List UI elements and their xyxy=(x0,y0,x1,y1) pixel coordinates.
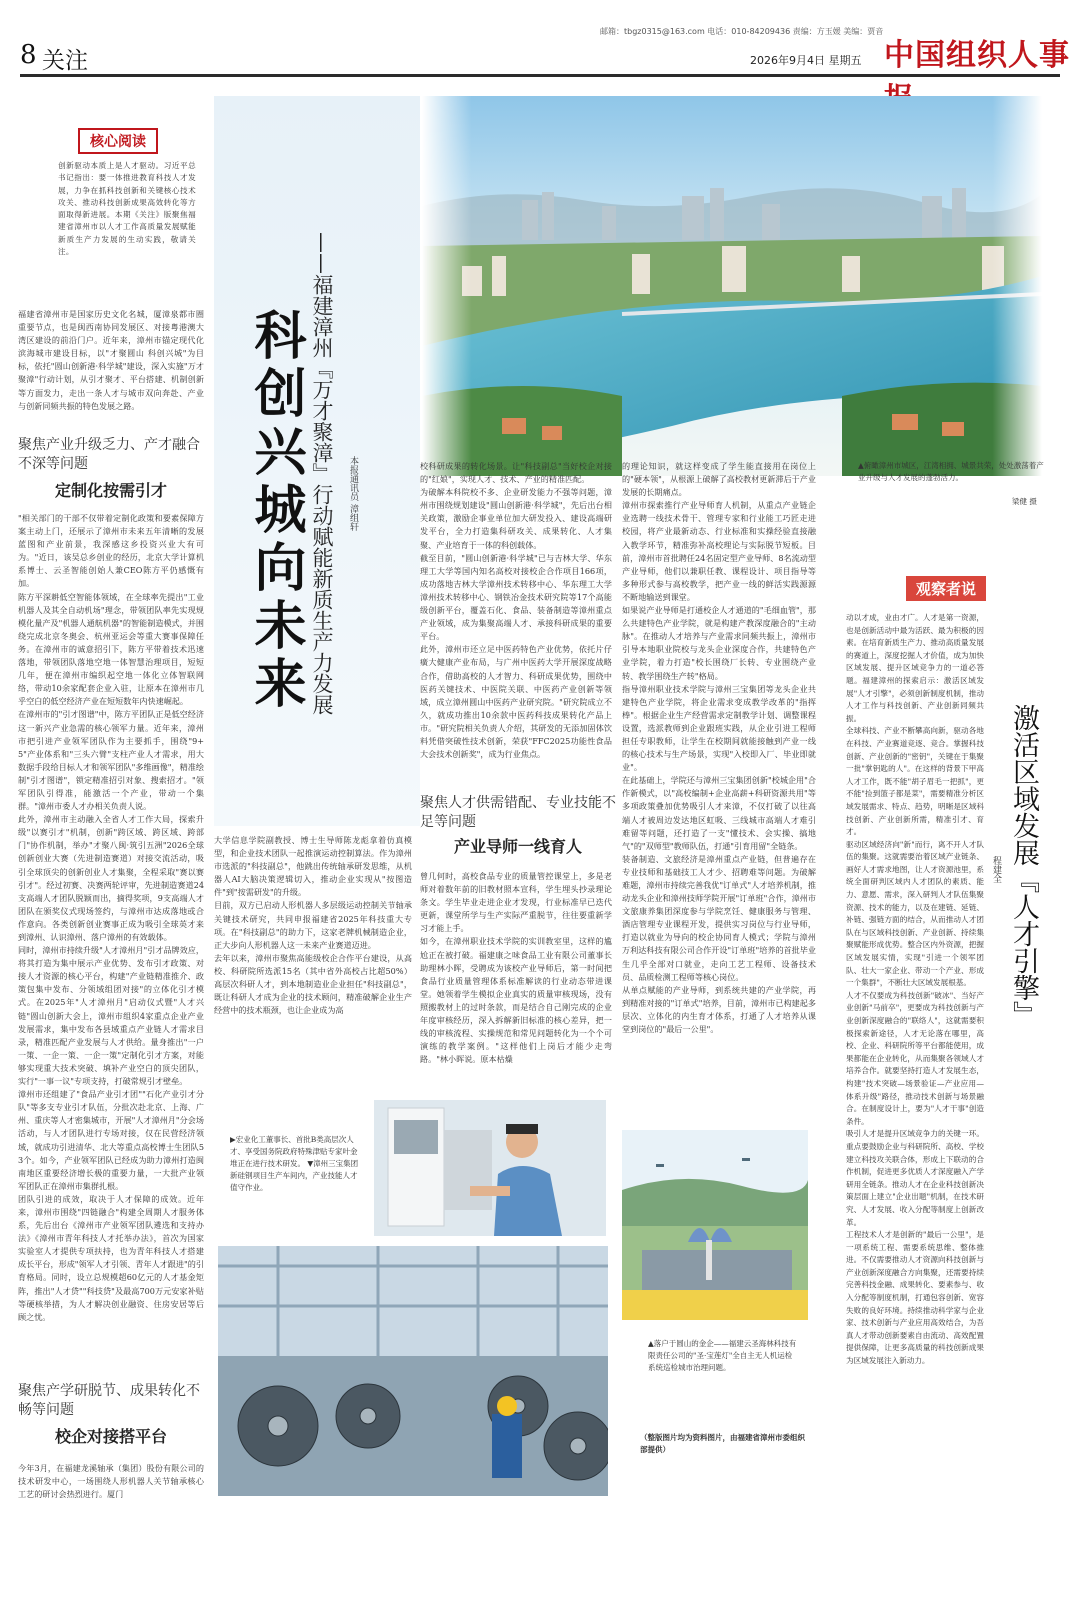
col3-text: 大学信息学院副教授、博士生导师陈龙彪拿着仿真模型，和企业技术团队一起推演运动控制算法。作为漳州市选派的"科技副总"，他跳出传统轴承研发思维，从机器人AI大脑决策逻辑切入，推动企业实现从"按图造件"到"按需研发"的升级。 目前，双方已启动人形机器人多层级运动控制关节轴承关键技术研究，共同申报福建省2025年科技重大专项。在"科技副总"的助力下，这家老牌机械制造企业，正大步向人形机器人这一未来产业赛道迈进。 去年以来，漳州市聚焦高能级校企合作平台建设，从高校、科研院所选派15名（其中省外高校占比超50%）高层次科研人才，到本地制造业企业担任"科技副总"，既让科研人才成为企业的技术顾问，精准破解企业生产经营中的技术瓶颈，也让企业成为高 xyxy=(214,835,412,1016)
photo-note: （整版图片均为资料图片，由福建省漳州市委组织部提供） xyxy=(640,1433,805,1454)
city-panorama-photo xyxy=(422,96,1042,476)
photo-top-caption: ▲俯瞰漳州市城区，江湾相拥、城景共荣，处处激荡着产业升级与人才发展的蓬勃活力。 xyxy=(858,461,1044,482)
article-intro: 福建省漳州市是国家历史文化名城，厦漳泉都市圈重要节点，也是闽西南协同发展区、对接粤港澳大湾区建设的前沿门户。近年来，漳州市锚定现代化滨海城市建设目标，以"才聚圆山 科创兴城"为目标，依托"圆山创新港·科学城"建设，深入实施"万才聚漳"行动计划，从引才聚才、平台搭建、机制创新等方面发力，走出一条人才与城市双向奔赴、产业与创新同频共振的特色发展之路。 xyxy=(18,309,204,411)
section1-heading: 聚焦产业升级乏力、产才融合不深等问题 xyxy=(18,437,200,472)
factory-photo xyxy=(218,1246,608,1496)
section2-title: 产业导师一线育人 xyxy=(453,837,582,856)
newspaper-title: 中国组织人事 xyxy=(884,38,1070,73)
page-number: 8 xyxy=(20,40,37,70)
article-byline: 本报通讯员 漳组轩 xyxy=(348,456,358,531)
section1-title: 定制化按需引才 xyxy=(54,481,167,500)
section3-heading: 聚焦产学研脱节、成果转化不畅等问题 xyxy=(18,1383,200,1418)
photo-top-credit: 梁健 摄 xyxy=(1012,497,1037,506)
article-headline: 科创兴城向未来 xyxy=(245,308,306,714)
masthead-rule xyxy=(20,74,1060,77)
observer-label: 观察者说 xyxy=(906,576,986,601)
col5-text: 的理论知识，就这样变成了学生能直接用在岗位上的"硬本领"，从根源上破解了高校教材更新滞后于产业发展的长期痛点。 漳州市探索推行产业导师育人机制，从重点产业链企业选聘一线技术骨干、管理专家和行业能工巧匠走进校园，将产业最新动态、行业标准和实操经验直接融入教学环节，精准弥补高校理论与实际脱节短板。目前，漳州市首批聘任24名固定型产业导师、8名流动型产业导师，他们以兼职任教、课程设计、项目指导等多种形式参与高校教学，把产业一线的鲜活实践源源不断地输送到课堂。 如果说产业导师是打通校企人才通道的"毛细血管"，那么共建特色产业学院，就是构建产教深度融合的"主动脉"。在推动人才培养与产业需求同频共振上，漳州市引导本地职业院校与龙头企业深度合作，共建特色产业学院，着力打造"校长围绕厂长转、专业围绕产业转、教学围绕生产转"格局。 指导漳州职业技术学院与漳州三宝集团等龙头企业共建特色产业学院，将企业需求变成教学改革的"指挥棒"。根据企业生产经营需求定制教学计划、调整课程设置，选派教师到企业跟班实践，从企业引进工程师担任专职教师，让学生在校期间就能接触到产业一线的核心技术与生产场景，实现"入校即入厂、毕业即就业"。 在此基础上，学院还与漳州三宝集团创新"校城企用"合作新模式，以"高校编制+企业高薪+科研资源共用"等多项政策叠加优势吸引人才来漳，不仅打破了以往高端人才被周边发达地区虹吸、三线城市高端人才难引难留等问题，还打造了一支"懂技术、会实操、搞地气"的"双师型"教师队伍，打通"引育用留"全链条。 装备制造、文旅经济是漳州重点产业链，但普遍存在专业技师和基础技工人才少、招聘难等问题。为破解难题，漳州市持续完善我优"订单式"人才培养机制，推动龙头企业和漳州技师学院开展"订单班"合作，漳州市文旅康养集团深度参与学院烹饪、健康服务与管理、酒店管理专业课程开发，提供实习岗位与行业导师，打造以就业为导向的校企协同育人模式；学院与漳州万利达科技有限公司合作开设"订单班"培养的首批毕业生几乎全部对口就业，走向工艺工程师、设备技术员、品质检测工程师等核心岗位。 从单点赋能的产业导师，到系统共建的产业学院，再到精准对接的"订单式"培养，目前，漳州市已构建起多层次、立体化的内生育才体系，打通了人才培养从课堂到岗位的"最后一公里"。 xyxy=(622,461,816,1035)
section3-text: 今年3月，在福建龙溪轴承（集团）股份有限公司的技术研发中心，一场围绕人形机器人关节轴承核心工艺的研讨会热烈进行。厦门 xyxy=(18,1463,204,1500)
section3-title: 校企对接搭平台 xyxy=(54,1427,167,1446)
section2-heading: 聚焦人才供需错配、专业技能不足等问题 xyxy=(420,795,616,830)
issue-date: 2026年9月4日 星期五 xyxy=(750,54,862,67)
photo-right-caption: ▲落户于圆山的金企——福建云圣海林科技有限责任公司的"圣·宝莲灯"全自主无人机运检系统巡检城市治理问题。 xyxy=(648,1339,797,1372)
col4-text: 校科研成果的转化场景。让"科技副总"当好校企对接的"红娘"，实现人才、技术、产业的精准匹配。 为破解本科院校不多、企业研发能力不强等问题，漳州市围绕规划建设"圆山创新港·科学城"，先后出台相关政策，激励企事业单位加大研发投入、建设高端研发平台，全力打造集科研攻关、成果转化、人才集聚、产业培育于一体的科创载体。 截至目前，"圆山创新港·科学城"已与吉林大学、华东理工大学等国内知名高校对接校企合作项目166项，成功落地吉林大学漳州技术转移中心、华东理工大学漳州技术转移中心、钢铁冶金技术研究院等17个高能级创新平台，覆盖石化、食品、装备制造等漳州重点产业领域，成为集聚高端人才、承接科研成果的重要平台。 此外，漳州市还立足中医药特色产业优势，依托片仔癀大健康产业布局，与广州中医药大学开展深度战略合作，借助高校的人才智力、科研成果优势，围绕中医药关键技术、中医院关联、中医药产业创新等领域，成立漳州圆山中医药产业研究院。"研究院成立不久，就成功推出10余款中医药科技成果转化产品上市。"研究院相关负责人介绍，其研发的无添加固体饮料凭借突破性技术创新，荣获"FFC2025功能性食品大会技术创新奖"，成为行业焦点。 xyxy=(420,461,612,760)
core-reading-label: 核心阅读 xyxy=(78,128,158,154)
observer-text: 动以才成，业由才广。人才是第一资源，也是创新活动中最为活跃、最为积极的因素。在培育新质生产力、推动高质量发展的赛道上，深度挖掘人才价值，成为加快区域发展、提升区域竞争力的一道必答题。福建漳州的探索启示：激活区域发展"人才引擎"，必须创新制度机制，推动人才工作与科技创新、产业创新同频共振。 全球科技、产业不断攀高向新，驱动各地在科技、产业赛道竞逐、竞合。掌握科技创新、产业创新的"密钥"，关键在于集聚一批"掌钥匙的人"。在这样的背景下甲高人才工作，既不能"胡子眉毛一把抓"，更不能"捡到篮子都是菜"，需要精准分析区域发展需求、特点、趋势，明晰是区域科技创新、产业创新所需，精准引才、育才。 驱动区域经济向"新"而行，离不开人才队伍的集聚。这就需要治着区域产业链条、画好人才需求地图，让人才资源池里，系统全面研判区域内人才团队的素质、能力、意愿、需求，深入研判人才队伍集聚资源、技术的能力，以及在建链、延链、补链、强链方面的结合，从而推动人才团队在与区域科技创新、产业创新、持续集聚赋能形成优势。整合区内外资源，把握区域发展实情，实现"引进一个领军团队、壮大一家企业、带动一个产业、形成一个集群"，不断壮大区域发展根基。 人才不仅要成为科技创新"破冰"、当好产业创新"马前卒"，更要成为科技创新与产业创新深度融合的"联络人"，这就需要积极探索新途径，人才无论落在哪里，高校、企业、科研院所等平台都能使用，成果都能在企业转化，从而集聚各领域人才培养合作。就要坚持打造人才发展生态，构建"技术突破—场景验证—产业应用—体系升级"路径，推动技术创新与场景融合。在制度设计上，要为"人才干事"创造条件。 吸引人才是提升区域竞争力的关键一环。重点要鼓励企业与科研院所、高校、学校建立科技攻关联合体，形成上下联动的合作机制，促进更多优质人才深度融入产学研用全链条。推动人才在企业科技创新决策层面上建立"企业出题"机制，在技术研究、人才发展、收入分配等制度上创新改革。 工程技术人才是创新的"最后一公里"，是一项系统工程、需要系统思维、整体推进。不仅需要推动人才资源向科技创新与产业创新深度融合方向集聚，还需要持续完善科技金融、成果转化、要素参与、收入分配等制度机制，打通包容创新、宽容失败的良好环境。持续推动科学家与企业家、技术创新与产业应用高效结合，为吾真人才带动创新要素自由流动、高效配置提供保障，让更多高质量的科技创新成果为区域发展注入新动力。 xyxy=(846,613,984,1366)
observer-author: 程建全 xyxy=(991,856,1001,883)
section-name: 关注 xyxy=(42,48,88,74)
contact-line: 邮箱：tbgz0315@163.com 电话：010-84209436 责编：方玉媛 美编：贾音 xyxy=(600,27,884,36)
article-subheadline: ——福建漳州『万才聚漳』行动赋能新质生产力发展 xyxy=(310,232,334,715)
photo-mid-caption: ▶宏业化工董事长、首批B类高层次人才、享受国务院政府特殊津贴专家叶金堆正在进行技术研发。 ▼漳州三宝集团新硅钢项目生产车间内，产业技能人才值守作业。 xyxy=(228,1132,364,1226)
section1-text: "相关部门的干部不仅带着定制化政策和要素保障方案主动上门，还展示了漳州市未来五年清晰的发展蓝图和产业前景，我深感这乡投资兴业大有可为。"近日，该吴总乡创业的经历，北京大学计算机系博士、云圣智能创始人兼CEO陈方平仍感慨有加。 陈方平深耕低空智能体领域，在全球率先提出"工业机器人及其全自动机场"理念，带领团队率先实现规模化量产及"机器人通航机器"的智能制造模式，并围绕完成北京冬奥会、杭州亚运会等重大赛事保障任务。在漳州市的诚意招引下，陈方平带着技术迅速落地，带领团队落地空地一体智慧治理项目，短短几年，便在漳州市编织起空地一体化立体智联网络，带动10余家配套企业入驻，让原本在漳州市几乎空白的低空经济产业在短短数年内快速崛起。 在漳州市的"引才图谱"中，陈方平团队正是低空经济这一新兴产业急需的核心领军力量。近年来，漳州市把引进产业领军团队作为主要抓手，围绕"9+5"产业体系和"三头六臂"支柱产业人才需求，用大数据手段给目标人才和领军团队"多维画像"，精准绘制"引才图谱"，锁定精准招引对象、搜索招才。"领军团队引得准，能激活一个产业，带动一个集群。"漳州市委人才办相关负责人说。 此外，漳州市主动融入全省人才工作大局，探索升级"以赛引才"机制，创新"跨区域、跨区域、跨部门"协作机制，举办"才聚八闽·筑引五洲"2026全球创新创业大赛（先进制造赛道）对接交流活动，吸引全球顶尖的创新创业人才集聚，全程采取"赛以赛引才"。经过初赛、决赛两轮评审，先进制造赛道24支高端人才团队脱颖而出，摘得奖项，9支高端人才团队在颁奖仪式现场签约，与漳州市达成落地或合作意向。各类创新创业赛事正成为吸引全球英才来到漳州、认识漳州、落户漳州的有效载体。 同时，漳州市持续升级"人才漳州月"引才品牌效应，将其打造为集中展示产业优势、发布引才政策、对接人才资源的核心平台，构建"产业链精准推介、政策包集中发布、分领域组团对接"的立体化引才模式。在2025年"人才漳州月"启动仪式暨"人才兴链"圆山创新大会上，漳州市组织4家重点企业产业发展需求，集中发布各县域重点产业链人才需求目录，精准匹配产业发展与人才供给。量身推出"一户一策、一企一策、一企一策"定制化引才方案，对能够实现重大技术突破、填补产业空白的顶尖团队，实行"一事一议"专项支持，打破常规引才壁垒。 漳州市还组建了"食品产业引才团""石化产业引才分队"等多支专业引才队伍，分批次赴北京、上海、广州、重庆等人才密集城市，开展"人才漳州月"分会场活动，与人才团队进行专场对接，仅在民营经济领域，就成功引进清华、北大等重点高校博士生团队53个。如今，产业领军团队已经成为助力漳州打造闽南地区重要经济增长极的重要力量，一大批产业领军团队正在漳州市集群扎根。 团队引进的成效，取决于人才保障的成效。近年来，漳州市围绕"四链融合"构建全周期人才服务体系，先后出台《漳州市产业领军团队遴选和支持办法》《漳州市青年科技人才托举办法》，首次为国家实验室人才提供专项扶持，也为青年科技人才搭建成长平台，形成"领军人才引领、青年人才跟进"的引育格局。同时，设立总规模超60亿元的人才基金矩阵，推出"人才贷""科技贷"及最高700万元安家补贴等硬核举措，为人才解决创业融资、住房安居等后顾之忧。 xyxy=(18,513,204,1322)
observer-title: 激活区域发展『人才引擎』 xyxy=(1008,704,1039,1028)
researcher-photo xyxy=(374,1100,606,1236)
core-reading-text: 创新驱动本质上是人才驱动。习近平总书记指出：要一体推进教育科技人才发展，力争在抓科技创新和关键核心技术攻关、推动科技创新成果高效转化等方面取得新进展。本期《关注》版聚焦福建省漳州市以人才工作高质量发展赋能新质生产力发展的生动实践，敬请关注。 xyxy=(58,161,196,257)
drone-station-photo xyxy=(622,1130,808,1320)
section2-text: 曾几何时，高校食品专业的质量管控课堂上，多是老师对着数年前的旧教材照本宣科，学生埋头抄录理论条文。学生毕业走进企业才发现，行业标准早已迭代更新，课堂所学与生产实际严重脱节，往往要重新学习才能上手。 如今，在漳州职业技术学院的实训教室里，这样的尴尬正在被打破。福建康之味食品工业有限公司董事长助理林小晖，受聘成为该校产业导师后，第一时间把食品行业质量管理体系标准解读的行业动态带进课堂。她领着学生模拟企业真实的质量审核现场，没有照搬教材上的过时条款，而是结合自己刚完成的企业年度审核经历，深入拆解新旧标准的核心差异，把一线的审核流程、实操规范和常见问题转化为一个个可演练的教学案例。"这样他们上岗后才能少走弯路。"林小晖说。原本枯燥 xyxy=(420,871,612,1065)
